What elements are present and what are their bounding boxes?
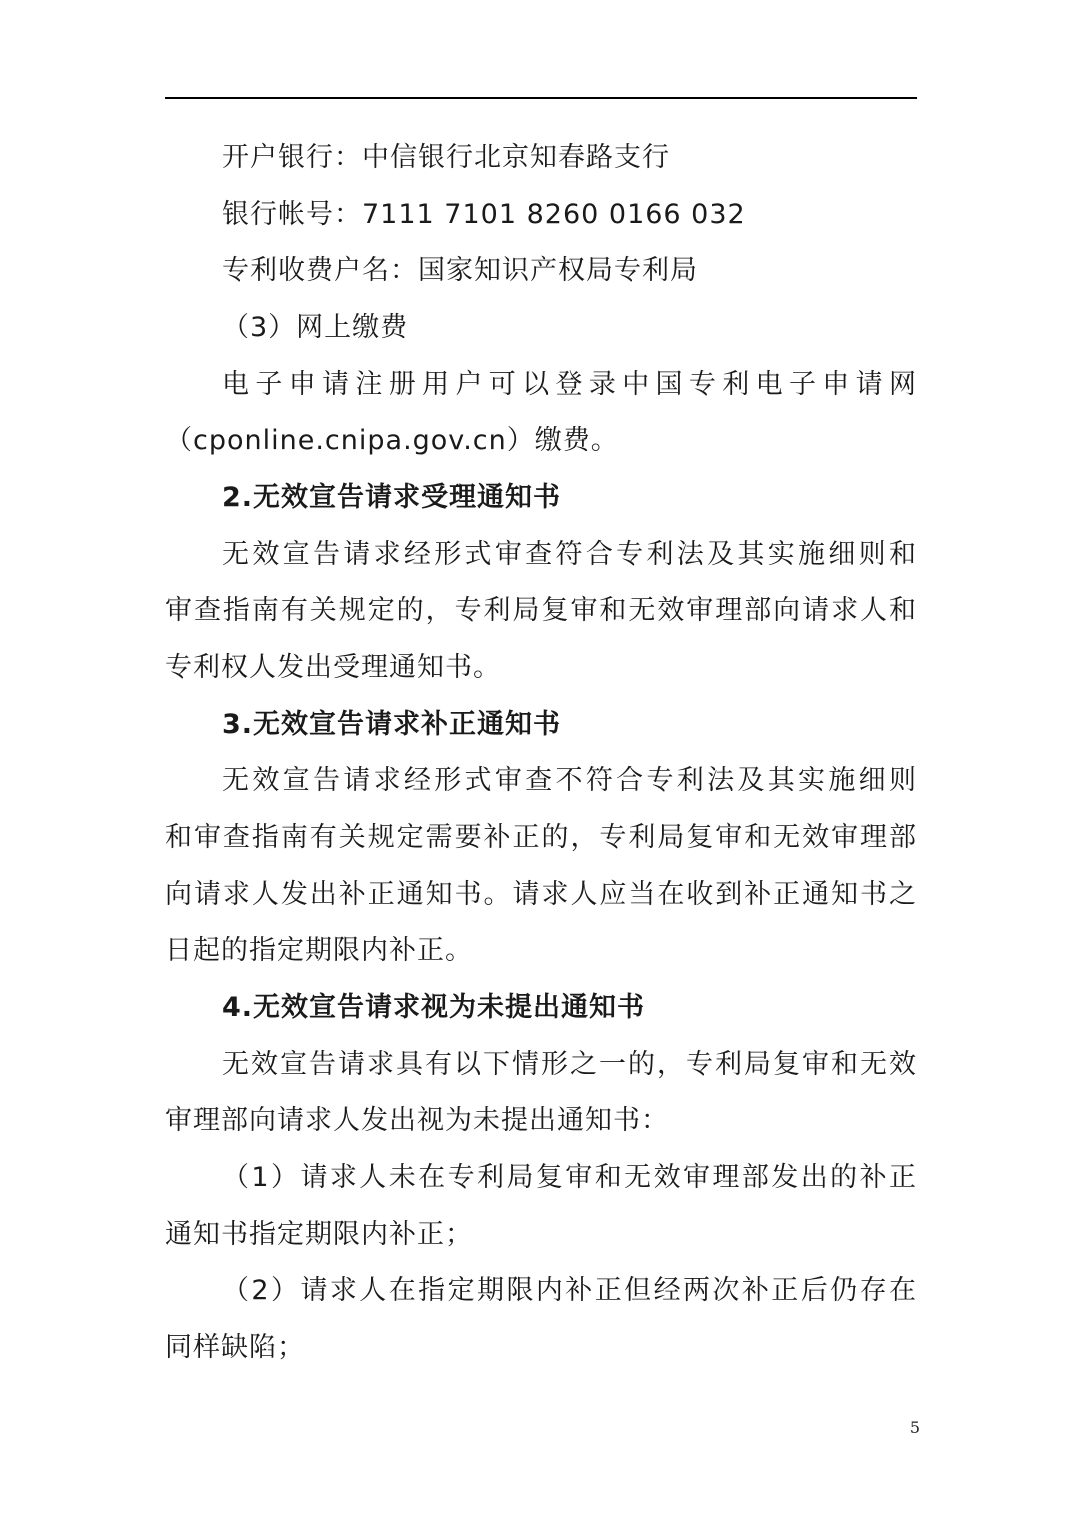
bank-account-line: 银行帐号：7111 7101 8260 0166 032 [222,199,746,230]
bank-name-line: 开户银行：中信银行北京知春路支行 [222,142,670,173]
page-number: 5 [909,1418,920,1437]
paragraph-line: 无效宣告请求经形式审查符合专利法及其实施细则和 [222,539,917,570]
paragraph-line: 电子申请注册用户可以登录中国专利电子申请网 [222,369,917,400]
list-item-2: （2）请求人在指定期限内补正但经两次补正后仍存在 [222,1275,917,1306]
paragraph-line: 同样缺陷； [165,1332,305,1363]
payee-name-line: 专利收费户名：国家知识产权局专利局 [222,255,698,286]
section-heading-4: 4.无效宣告请求视为未提出通知书 [222,992,646,1023]
paragraph-line: 审理部向请求人发出视为未提出通知书： [165,1105,669,1136]
header-rule [165,97,917,99]
paragraph-line: （cponline.cnipa.gov.cn）缴费。 [165,425,619,456]
paragraph-line: 向请求人发出补正通知书。请求人应当在收到补正通知书之 [165,879,917,910]
list-item-1: （1）请求人未在专利局复审和无效审理部发出的补正 [222,1162,917,1193]
online-payment-heading: （3）网上缴费 [222,312,409,343]
paragraph-line: 无效宣告请求经形式审查不符合专利法及其实施细则 [222,765,917,796]
paragraph-line: 无效宣告请求具有以下情形之一的，专利局复审和无效 [222,1049,917,1080]
paragraph-line: 专利权人发出受理通知书。 [165,652,501,683]
section-heading-3: 3.无效宣告请求补正通知书 [222,709,562,740]
paragraph-line: 审查指南有关规定的，专利局复审和无效审理部向请求人和 [165,595,917,626]
paragraph-line: 通知书指定期限内补正； [165,1219,473,1250]
paragraph-line: 日起的指定期限内补正。 [165,935,473,966]
section-heading-2: 2.无效宣告请求受理通知书 [222,482,562,513]
paragraph-line: 和审查指南有关规定需要补正的，专利局复审和无效审理部 [165,822,917,853]
